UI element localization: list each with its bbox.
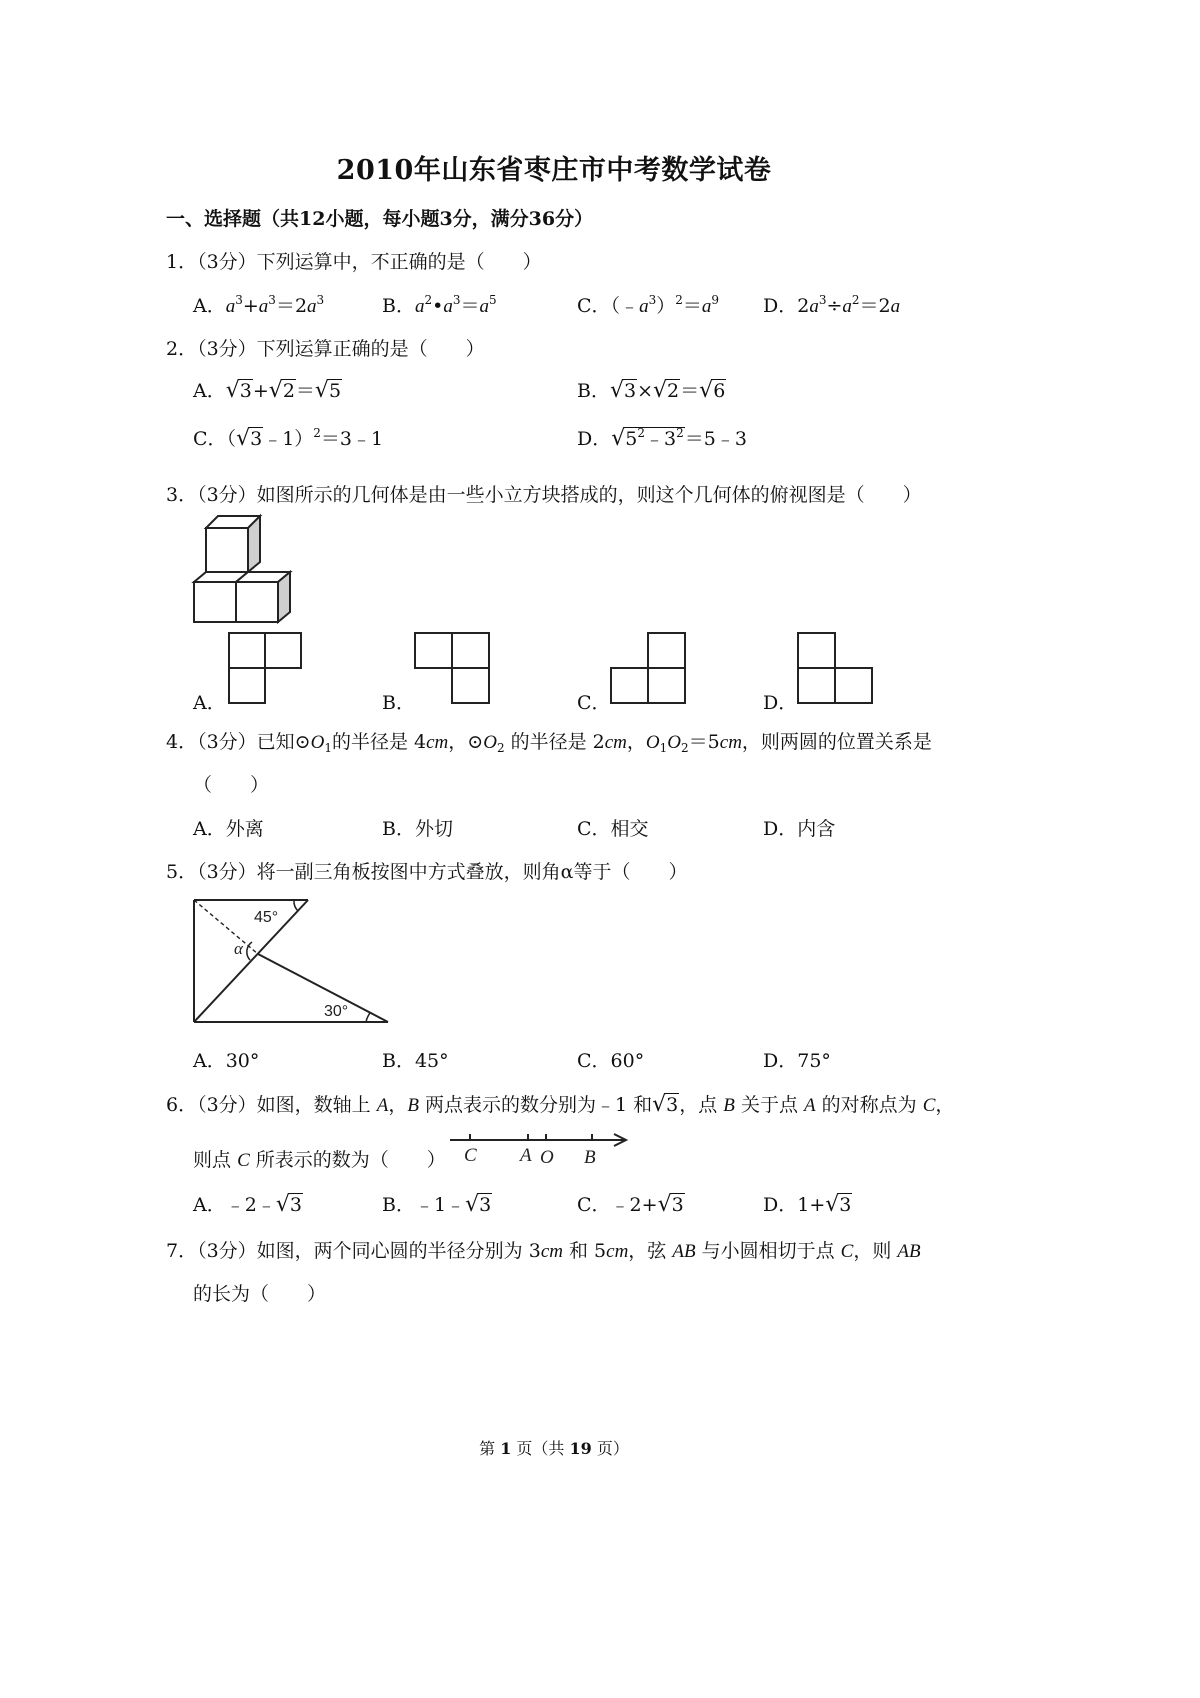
option-label: B． xyxy=(577,380,610,402)
question-1-option-d[interactable]: D．$2a^3\div a^2=2a$ xyxy=(763,293,901,317)
section-heading: 一、选择题（共12小题，每小题3分，满分36分） xyxy=(166,208,594,230)
triangle-set-figure xyxy=(190,896,394,1028)
option-label: B． xyxy=(382,1194,415,1216)
current-page-number: 1 xyxy=(500,1439,512,1458)
point-a-label: A xyxy=(520,1145,532,1166)
top-view-option-b[interactable] xyxy=(414,632,490,706)
question-5-option-b[interactable]: B．45° xyxy=(382,1050,449,1072)
angle-45-label: 45° xyxy=(254,909,279,926)
option-label: A． xyxy=(193,380,226,402)
point-c-label: C xyxy=(464,1145,477,1166)
top-view-option-d[interactable] xyxy=(797,632,873,706)
question-6-option-c[interactable]: C．﹣2+√3 xyxy=(577,1192,684,1217)
question-6-stem: 6．（3分）如图，数轴上 A，B 两点表示的数分别为﹣1 和√3，点 B 关于点 A 的对称点为 C， xyxy=(166,1092,955,1117)
question-4-option-c[interactable]: C．相交 xyxy=(577,818,649,840)
question-4-option-a[interactable]: A．外离 xyxy=(193,818,264,840)
point-o-label: O xyxy=(540,1147,554,1168)
question-7-stem: 7．（3分）如图，两个同心圆的半径分别为 3cm 和 5cm，弦 AB 与小圆相切于点 C，则 AB xyxy=(166,1240,921,1262)
question-4-option-d[interactable]: D．内含 xyxy=(763,818,836,840)
angle-30-label: 30° xyxy=(324,1003,349,1020)
question-6-option-a[interactable]: A．﹣2﹣√3 xyxy=(193,1192,302,1217)
question-2-option-c[interactable]: C．（√3﹣1）$^2$＝3﹣1 xyxy=(193,426,384,451)
question-5-option-a[interactable]: A．30° xyxy=(193,1050,260,1072)
question-1-option-b[interactable]: B．$a^2•a^3=a^5$ xyxy=(382,293,497,317)
question-3-option-c-label[interactable]: C． xyxy=(577,692,611,714)
alpha-label: α xyxy=(234,939,243,958)
question-4-stem: 4．（3分）已知$⊙O_1$的半径是 4cm，$⊙O_2$ 的半径是 2cm，$O_1O_2=5cm$，则两圆的位置关系是 xyxy=(166,731,932,755)
question-2-option-d[interactable]: D．$√5^2﹣3^2=5﹣3$ xyxy=(577,426,747,451)
option-label: B． xyxy=(382,295,415,317)
top-view-option-c[interactable] xyxy=(610,632,686,706)
point-b-label: B xyxy=(584,1147,596,1168)
option-label: C． xyxy=(577,295,611,317)
cube-stack-figure xyxy=(190,512,300,628)
option-label: D． xyxy=(577,428,612,450)
number-line-figure xyxy=(446,1128,632,1168)
question-6-option-d[interactable]: D．1+√3 xyxy=(763,1192,852,1217)
question-2-option-a[interactable]: A．√3+√2＝√5 xyxy=(193,378,342,403)
question-1-option-c[interactable]: C．$(﹣a^3)^2=a^9$ xyxy=(577,293,720,317)
question-3-option-b-label[interactable]: B． xyxy=(382,692,415,714)
option-label: A． xyxy=(193,295,226,317)
top-view-option-a[interactable] xyxy=(228,632,302,706)
question-5-stem: 5．（3分）将一副三角板按图中方式叠放，则角α等于（ ） xyxy=(166,861,688,883)
page-footer: 第 1 页（共 19 页） xyxy=(479,1439,629,1458)
question-6-option-b[interactable]: B．﹣1﹣√3 xyxy=(382,1192,492,1217)
question-3-option-a-label[interactable]: A． xyxy=(193,692,226,714)
question-4-stem-tail: （ ） xyxy=(193,774,270,796)
question-1-option-a[interactable]: A．$a^3+a^3=2a^3$ xyxy=(193,293,325,317)
question-4-option-b[interactable]: B．外切 xyxy=(382,818,453,840)
question-3-option-d-label[interactable]: D． xyxy=(763,692,798,714)
question-5-option-d[interactable]: D．75° xyxy=(763,1050,831,1072)
question-2-stem: 2．（3分）下列运算正确的是（ ） xyxy=(166,338,485,360)
question-2-option-b[interactable]: B．√3×√2＝√6 xyxy=(577,378,726,403)
question-3-stem: 3．（3分）如图所示的几何体是由一些小立方块搭成的，则这个几何体的俯视图是（ ） xyxy=(166,484,922,506)
option-label: D． xyxy=(763,1194,798,1216)
option-label: D． xyxy=(763,295,798,317)
total-pages: 19 xyxy=(569,1439,592,1458)
question-7-stem-line2: 的长为（ ） xyxy=(193,1283,327,1305)
option-label: C． xyxy=(193,428,227,450)
question-5-option-c[interactable]: C．60° xyxy=(577,1050,645,1072)
page-title: 2010年山东省枣庄市中考数学试卷 xyxy=(336,155,772,186)
question-6-stem-line2: 则点 C 所表示的数为（ ） xyxy=(193,1149,446,1171)
question-1-stem: 1．（3分）下列运算中，不正确的是（ ） xyxy=(166,251,542,273)
option-label: A． xyxy=(193,1194,226,1216)
option-label: C． xyxy=(577,1194,611,1216)
